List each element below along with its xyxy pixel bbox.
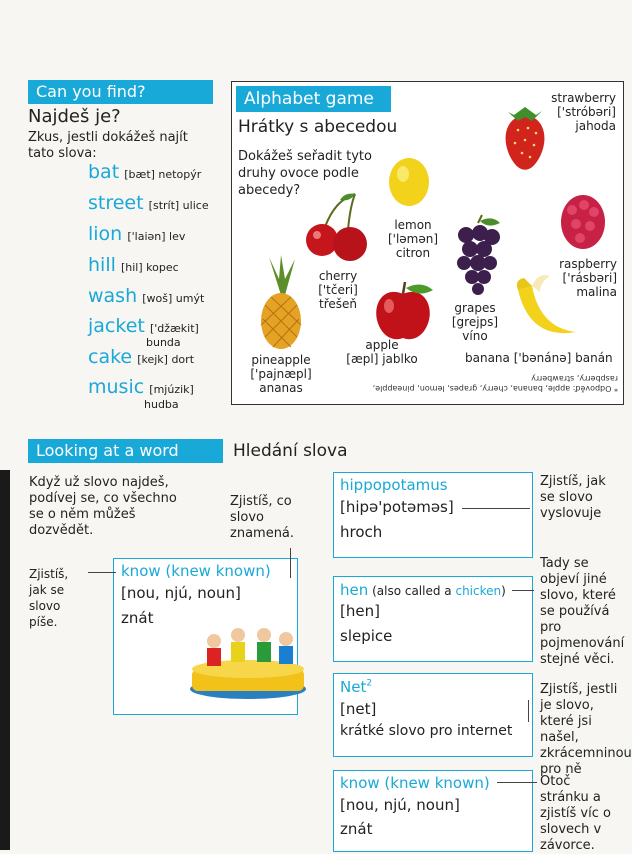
- note-brackets: Otoč stránku a zjistíš víc o slovech v závorce.: [540, 774, 611, 853]
- entry-meaning: hroch: [340, 523, 383, 541]
- looking-at-word-intro: Když už slovo najdeš, podívej se, co všechno se o něm můžeš dozvědět.: [29, 475, 177, 538]
- note-meaning: Zjistíš, co slovo znamená.: [230, 494, 295, 541]
- fruit-label-banana: banana ['bənánə] banán: [465, 351, 613, 365]
- word: lion: [88, 223, 123, 245]
- alphabet-game-title: Hrátky s abecedou: [238, 117, 398, 137]
- entry-pronunciation: [hipə'potəməs]: [340, 498, 454, 516]
- entry-headword: know (knew known): [340, 774, 490, 792]
- word-row: [88, 254, 179, 276]
- entry-headword-row: [340, 580, 506, 599]
- word: bat: [88, 161, 120, 183]
- synonym-link: chicken: [455, 584, 502, 598]
- word-translation: [hil] kopec: [120, 261, 179, 274]
- raspberry-icon: [558, 190, 608, 252]
- fruit-label-pineapple: pineapple ['pajnæpl] ananas: [250, 353, 312, 395]
- fruit-label-cherry: cherry ['tčeri] třešeň: [318, 269, 358, 311]
- looking-at-word-title: Hledání slova: [233, 441, 348, 461]
- word-row: [88, 285, 204, 307]
- carousel-children-illustration: [186, 617, 312, 703]
- word-row: [88, 161, 201, 183]
- pointer-line: [88, 572, 116, 573]
- can-you-find-intro: Zkus, jestli dokážeš najít tato slova:: [28, 130, 188, 161]
- word: hill: [88, 254, 116, 276]
- lemon-icon: [385, 152, 435, 210]
- word-row: [88, 346, 194, 368]
- entry-headword: hippopotamus: [340, 476, 448, 494]
- word-row: [88, 223, 185, 245]
- looking-at-word-header: Looking at a word: [28, 439, 223, 463]
- word-row: [88, 376, 194, 398]
- note-abbreviation: Zjistíš, jestli je slovo, které jsi našel, zkrácemninou pro ně: [540, 682, 632, 777]
- entry-meaning: znát: [121, 609, 154, 627]
- pointer-line: [528, 700, 529, 722]
- fruit-label-lemon: lemon ['ləmən] citron: [387, 218, 439, 260]
- fruit-label-raspberry: raspberry ['rásbəri] malina: [559, 257, 617, 299]
- note-pronunciation: Zjistíš, jak se slovo vyslovuje: [540, 474, 606, 521]
- word-translation: hudba: [144, 398, 179, 411]
- page-edge-shadow: [0, 470, 10, 850]
- entry-synonym-note: (also called a chicken): [372, 584, 506, 598]
- entry-pronunciation: [nou, njú, noun]: [340, 796, 460, 814]
- grapes-icon: [452, 215, 504, 297]
- pineapple-icon: [255, 255, 307, 350]
- entry-headword: hen: [340, 581, 369, 599]
- entry-pronunciation: [net]: [340, 700, 377, 718]
- word-translation: bunda: [146, 336, 181, 349]
- alphabet-game-header: Alphabet game: [236, 86, 391, 112]
- entry-meaning: slepice: [340, 627, 393, 645]
- entry-pronunciation: [nou, njú, noun]: [121, 584, 241, 602]
- apple-icon: [373, 280, 435, 344]
- word: jacket: [88, 315, 145, 337]
- word-translation: [bæt] netopýr: [124, 168, 202, 181]
- word-translation: [strít] ulice: [148, 199, 209, 212]
- entry-headword-row: [340, 677, 372, 696]
- note-spelling: Zjistíš, jak se slovo píše.: [29, 567, 69, 629]
- fruit-label-grapes: grapes [grejps] víno: [451, 301, 499, 343]
- word: wash: [88, 285, 138, 307]
- word: music: [88, 376, 145, 398]
- pointer-line: [497, 782, 537, 783]
- word-translation: [kejk] dort: [137, 353, 195, 366]
- entry-headword: Net: [340, 678, 367, 696]
- pointer-line: [462, 508, 530, 509]
- entry-meaning: krátké slovo pro internet: [340, 723, 513, 739]
- cherry-icon: [300, 192, 375, 267]
- word-translation: [mjúzik]: [149, 383, 194, 396]
- note-synonym: Tady se objeví jiné slovo, které se používá pro pojmenování stejné věci.: [540, 556, 625, 667]
- pointer-line: [512, 590, 534, 591]
- word-translation: [woš] umýt: [142, 292, 205, 305]
- alphabet-game-question: Dokážeš seřadit tyto druhy ovoce podle abecedy?: [238, 149, 372, 198]
- pointer-line: [290, 548, 291, 578]
- word-row: [88, 315, 199, 337]
- can-you-find-header: Can you find?: [28, 80, 213, 104]
- entry-superscript: 2: [366, 678, 373, 689]
- answer-key-upside-down: * Odpověď: apple, banana, cherry, grapes, lemon, pineapple, raspberry, strawberry: [372, 374, 618, 393]
- word: street: [88, 192, 144, 214]
- word-translation: ['laiən] lev: [127, 230, 186, 243]
- entry-meaning: znát: [340, 820, 373, 838]
- fruit-label-strawberry: strawberry ['stróbəri] jahoda: [551, 91, 616, 133]
- word: cake: [88, 346, 133, 368]
- fruit-label-apple: apple [æpl] jablko: [346, 338, 418, 366]
- entry-pronunciation: [hen]: [340, 602, 380, 620]
- can-you-find-title: Najdeš je?: [28, 106, 121, 127]
- word-row: [88, 192, 209, 214]
- word-translation: ['džækit]: [149, 322, 199, 335]
- entry-headword: know (knew known): [121, 562, 271, 580]
